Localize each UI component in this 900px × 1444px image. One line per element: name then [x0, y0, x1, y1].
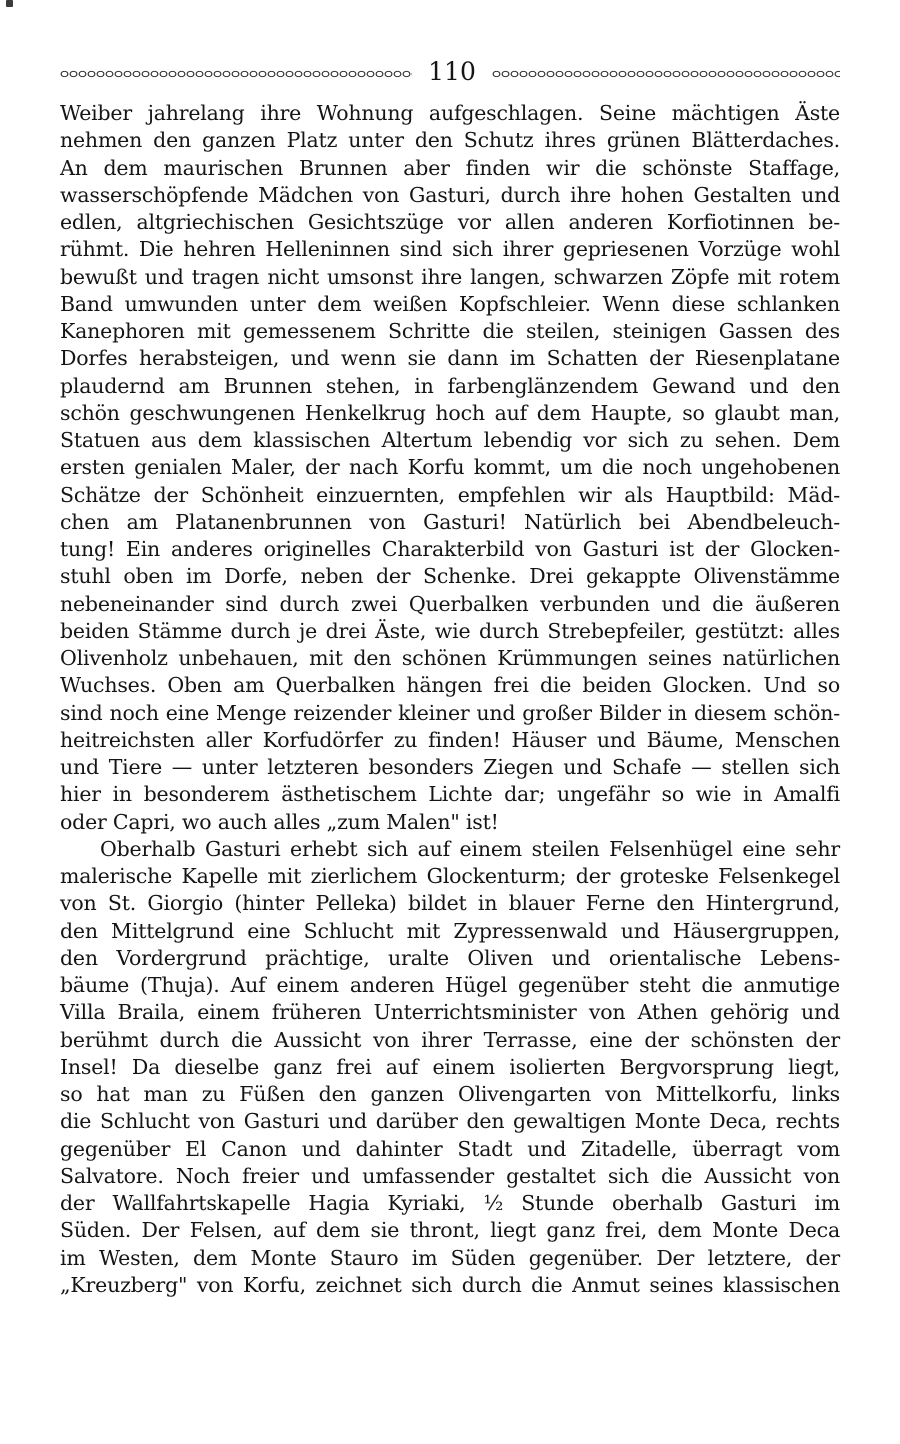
body-text: [60, 100, 840, 1299]
text-line: gegenüber El Canon und dahinter Stadt und Zitadelle, überragt vom: [60, 1136, 840, 1161]
text-line: tung! Ein anderes originelles Charakterbild von Gasturi ist der Glocken-: [60, 537, 840, 561]
text-line: Weiber jahrelang ihre Wohnung aufgeschlagen. Seine mächtigen Äste: [60, 101, 840, 125]
text-line: die Schlucht von Gasturi und darüber den gewaltigen Monte Deca, rechts: [60, 1109, 840, 1134]
ornament-border-right: [492, 68, 840, 80]
text-line: und Tiere — unter letzteren besonders Ziegen und Schafe — stellen sich: [60, 755, 840, 779]
page-header: [60, 57, 840, 87]
text-line: „Kreuzberg" von Korfu, zeichnet sich durch die Anmut seines klassischen: [60, 1272, 840, 1297]
text-line: im Westen, dem Monte Stauro im Süden gegenüber. Der letztere, der: [60, 1245, 840, 1270]
text-line: Insel! Da dieselbe ganz frei auf einem isolierten Bergvorsprung liegt,: [60, 1054, 840, 1079]
text-line: Salvatore. Noch freier und umfassender gestaltet sich die Aussicht von: [60, 1163, 840, 1188]
scan-mark: [6, 0, 13, 7]
text-line: so hat man zu Füßen den ganzen Olivengarten von Mittelkorfu, links: [60, 1082, 840, 1106]
text-line: den Mittelgrund eine Schlucht mit Zypressenwald und Häusergruppen,: [60, 918, 840, 943]
text-line: rühmt. Die hehren Helleninnen sind sich ihrer gepriesenen Vorzüge wohl: [60, 237, 840, 262]
page-number: 110: [428, 57, 476, 86]
text-line: stuhl oben im Dorfe, neben der Schenke. Drei gekappte Olivenstämme: [60, 564, 840, 589]
text-line: Wuchses. Oben am Querbalken hängen frei die beiden Glocken. Und so: [60, 673, 840, 698]
ornament-border-left: [60, 68, 412, 80]
text-line: An dem maurischen Brunnen aber finden wir die schönste Staffage,: [60, 155, 840, 180]
text-line: Villa Braila, einem früheren Unterrichtsminister von Athen gehörig und: [60, 1000, 840, 1025]
text-line: den Vordergrund prächtige, uralte Oliven und orientalische Lebens-: [60, 945, 840, 970]
paragraph-start-line: Oberhalb Gasturi erhebt sich auf einem steilen Felsenhügel eine sehr: [100, 836, 840, 861]
text-line: Statuen aus dem klassischen Altertum lebendig vor sich zu sehen. Dem: [60, 428, 840, 452]
text-line: berühmt durch die Aussicht von ihrer Terrasse, eine der schönsten der: [60, 1027, 840, 1052]
text-line: der Wallfahrtskapelle Hagia Kyriaki, ½ Stunde oberhalb Gasturi im: [60, 1191, 840, 1215]
text-line: Olivenholz unbehauen, mit den schönen Krümmungen seines natürlichen: [60, 646, 840, 670]
text-line: Band umwunden unter dem weißen Kopfschleier. Wenn diese schlanken: [60, 291, 840, 316]
text-line: malerische Kapelle mit zierlichem Glockenturm; der groteske Felsenkegel: [60, 864, 840, 888]
text-line: Süden. Der Felsen, auf dem sie thront, liegt ganz frei, dem Monte Deca: [60, 1218, 840, 1243]
text-line: Kanephoren mit gemessenem Schritte die steilen, steinigen Gassen des: [60, 319, 840, 343]
text-line: plaudernd am Brunnen stehen, in farbenglänzendem Gewand und den: [60, 373, 840, 398]
text-line: bäume (Thuja). Auf einem anderen Hügel gegenüber steht die anmutige: [60, 973, 840, 997]
text-line: hier in besonderem ästhetischem Lichte dar; ungefähr so wie in Amalfi: [60, 782, 840, 807]
text-line: sind noch eine Menge reizender kleiner und großer Bilder in diesem schön-: [60, 700, 840, 725]
text-line: ersten genialen Maler, der nach Korfu kommt, um die noch ungehobenen: [60, 455, 840, 480]
text-line: chen am Platanenbrunnen von Gasturi! Natürlich bei Abendbeleuch-: [60, 509, 840, 534]
text-line: heitreichsten aller Korfudörfer zu finden! Häuser und Bäume, Menschen: [60, 727, 840, 752]
paragraph-end-line: oder Capri, wo auch alles „zum Malen" ist!: [60, 809, 499, 834]
text-line: edlen, altgriechischen Gesichtszüge vor allen anderen Korfiotinnen be-: [60, 210, 840, 234]
text-line: Dorfes herabsteigen, und wenn sie dann im Schatten der Riesenplatane: [60, 346, 840, 371]
text-line: von St. Giorgio (hinter Pelleka) bildet in blauer Ferne den Hintergrund,: [60, 891, 840, 916]
text-line: wasserschöpfende Mädchen von Gasturi, durch ihre hohen Gestalten und: [60, 182, 840, 207]
text-line: schön geschwungenen Henkelkrug hoch auf dem Haupte, so glaubt man,: [60, 400, 840, 425]
text-line: nebeneinander sind durch zwei Querbalken verbunden und die äußeren: [60, 591, 840, 616]
text-line: bewußt und tragen nicht umsonst ihre langen, schwarzen Zöpfe mit rotem: [60, 264, 840, 289]
text-line: nehmen den ganzen Platz unter den Schutz ihres grünen Blätterdaches.: [60, 128, 840, 153]
text-line: Schätze der Schönheit einzuernten, empfehlen wir als Hauptbild: Mäd-: [60, 482, 840, 507]
text-line: beiden Stämme durch je drei Äste, wie durch Strebepfeiler, gestützt: alles: [60, 618, 840, 643]
